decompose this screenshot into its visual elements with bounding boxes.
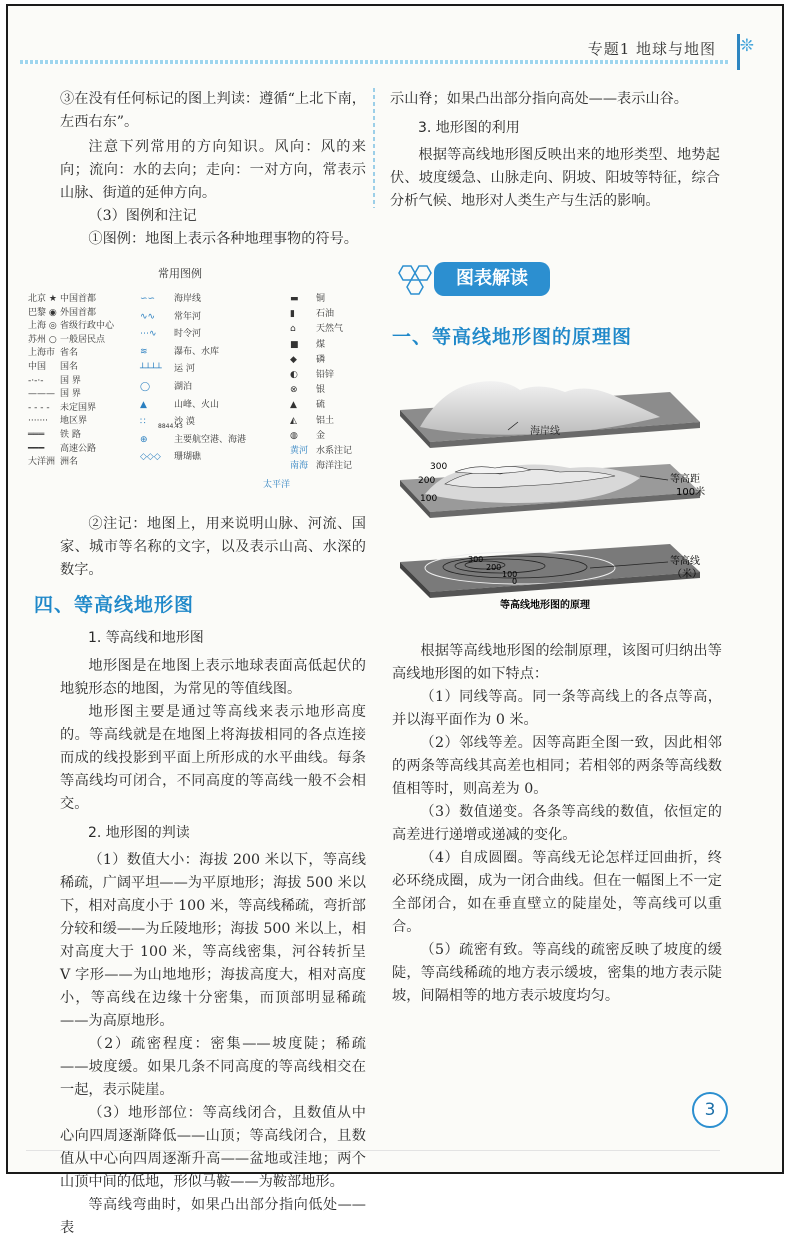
chart-reading-badge: 图表解读 bbox=[434, 262, 550, 296]
section-heading: 一、等高线地形图的原理图 bbox=[392, 326, 633, 348]
legend-item bbox=[290, 352, 325, 365]
legend-item bbox=[28, 386, 81, 399]
legend-label: 铜 bbox=[316, 294, 326, 304]
legend-symbol: ∽∽ bbox=[140, 294, 156, 304]
paragraph: （3）图例和注记 bbox=[88, 208, 197, 224]
legend-item bbox=[140, 326, 201, 339]
coastline-label: 海岸线 bbox=[530, 426, 560, 437]
left-column-bottom bbox=[34, 513, 366, 1240]
map-label-200: 200 bbox=[486, 563, 502, 572]
legend-item bbox=[140, 291, 201, 304]
chapter-title: 专题1 地球与地图 bbox=[587, 40, 716, 58]
legend-label: 省名 bbox=[60, 348, 79, 359]
snowflake-icon: ❊ bbox=[739, 36, 754, 56]
interval-value: 100米 bbox=[676, 487, 706, 498]
peak-elevation: 8844.43 bbox=[158, 423, 183, 430]
legend-label: 瀑布、水库 bbox=[174, 346, 220, 357]
legend-symbol: -·-·- bbox=[28, 375, 44, 386]
paragraph: 示山脊；如果凸出部分指向高处——表示山谷。 bbox=[390, 91, 688, 107]
contour-principle-diagram bbox=[400, 372, 706, 612]
column-separator bbox=[373, 88, 375, 208]
map-label-0: 0 bbox=[512, 577, 518, 586]
legend-symbol: ⊗ bbox=[290, 385, 298, 396]
legend-label: 高速公路 bbox=[60, 443, 97, 454]
legend-label: 水系注记 bbox=[316, 446, 353, 456]
diagram-caption: 等高线地形图的原理 bbox=[500, 600, 590, 611]
paragraph: ②注记：地图上，用来说明山脉、河流、国家、城市等名称的文字，以及表示山高、水深的数字。 bbox=[60, 516, 366, 578]
ocean-label: 太平洋 bbox=[263, 480, 291, 490]
legend-symbol: ⋯∿ bbox=[140, 329, 157, 340]
legend-item bbox=[290, 337, 325, 350]
legend-item bbox=[140, 379, 192, 392]
legend-label: 主要航空港、海港 bbox=[174, 434, 247, 445]
legend-item bbox=[290, 291, 325, 304]
page-header bbox=[0, 0, 790, 58]
legend-label: 一般居民点 bbox=[60, 334, 106, 345]
legend-symbol: ——— bbox=[28, 389, 55, 400]
legend-label: 中国首都 bbox=[60, 294, 97, 304]
contour-legend-unit: （米） bbox=[672, 569, 702, 580]
legend-symbol: 上海市 bbox=[28, 348, 56, 359]
legend-item bbox=[290, 397, 325, 410]
legend-label: 地区界 bbox=[60, 416, 88, 427]
legend-symbol: ⊕ bbox=[140, 434, 148, 445]
legend-item bbox=[28, 318, 114, 331]
legend-label: 未定国界 bbox=[60, 402, 97, 413]
paragraph: （5）疏密有致。等高线的疏密反映了坡度的缓陡，等高线稀疏的地方表示缓坡，密集的地方表示陡坡，间隔相等的地方表示坡度均匀。 bbox=[392, 942, 722, 1004]
legend-item bbox=[140, 361, 195, 374]
legend-symbol: 南海 bbox=[290, 461, 309, 472]
legend-item bbox=[290, 458, 352, 471]
paragraph: （2）疏密程度：密集——坡度陡；稀疏——坡度缓。如果几条不同高度的等高线相交在一起，表示陡崖。 bbox=[60, 1036, 366, 1098]
legend-label: 铁 路 bbox=[60, 430, 81, 440]
legend-symbol: ━━━ bbox=[28, 443, 45, 454]
legend-symbol: ◯ bbox=[140, 382, 151, 392]
legend-item bbox=[28, 441, 96, 454]
left-column-top bbox=[60, 88, 366, 251]
legend-symbol: 中国 bbox=[28, 362, 47, 372]
legend-label: 时令河 bbox=[174, 329, 202, 340]
legend-symbol: 苏州 ○ bbox=[28, 334, 57, 345]
subheading: 2. 地形图的判读 bbox=[88, 825, 190, 841]
legend-symbol: 巴黎 ◉ bbox=[28, 307, 57, 318]
section-heading: 四、等高线地形图 bbox=[34, 594, 195, 616]
legend-symbol: ∷ bbox=[140, 417, 146, 428]
legend-figure bbox=[28, 265, 364, 490]
legend-symbol: 大洋洲 bbox=[28, 457, 56, 468]
legend-symbol: ◭ bbox=[290, 415, 297, 426]
contour-label-100: 100 bbox=[420, 494, 438, 504]
subheading: 1. 等高线和地形图 bbox=[88, 630, 204, 646]
legend-symbol: - - - - bbox=[28, 402, 50, 413]
legend-label: 运 河 bbox=[174, 364, 195, 375]
legend-item bbox=[290, 306, 334, 319]
legend-item bbox=[290, 413, 334, 426]
paragraph: （4）自成圆圈。等高线无论怎样迂回曲折，终必环绕成圈，成为一闭合曲线。但在一幅图上不一定全部闭合，如在垂直壁立的陡崖处，等高线可以重合。 bbox=[392, 850, 722, 935]
paragraph: （1）同线等高。同一条等高线上的各点等高，并以海平面作为 0 米。 bbox=[392, 689, 722, 728]
legend-title: 常用图例 bbox=[158, 267, 202, 280]
contour-legend-label: 等高线 bbox=[670, 556, 700, 567]
legend-item bbox=[28, 413, 87, 426]
legend-item bbox=[140, 344, 219, 357]
map-label-100: 100 bbox=[502, 570, 518, 579]
legend-label: 石油 bbox=[316, 309, 335, 320]
legend-label: 山峰、火山 bbox=[174, 399, 220, 410]
legend-item bbox=[290, 428, 325, 441]
legend-label: 外国首都 bbox=[60, 307, 97, 318]
legend-symbol: ▮ bbox=[290, 309, 295, 320]
legend-label: 海岸线 bbox=[174, 294, 202, 304]
legend-item bbox=[28, 359, 78, 372]
legend-symbol: ◇◇◇ bbox=[140, 452, 161, 463]
paragraph: ③在没有任何标记的图上判读：遵循“上北下南，左西右东”。 bbox=[60, 91, 366, 130]
page-number: 3 bbox=[692, 1092, 728, 1128]
legend-symbol: ═══ bbox=[28, 430, 45, 440]
subheading: 3. 地形图的利用 bbox=[418, 120, 520, 136]
legend-item bbox=[140, 432, 246, 445]
legend-label: 省级行政中心 bbox=[60, 321, 115, 332]
legend-label: 金 bbox=[316, 430, 326, 441]
legend-label: 沙 漠 bbox=[174, 417, 195, 428]
paragraph: 根据等高线地形图反映出来的地形类型、地势起伏、坡度缓急、山脉走向、阴坡、阳坡等特征，综合分析气候、地形对人类生产与生活的影响。 bbox=[390, 147, 720, 209]
header-dotted-rule bbox=[20, 60, 730, 64]
legend-symbol: 黄河 bbox=[290, 446, 309, 456]
legend-symbol: ◆ bbox=[290, 354, 297, 365]
legend-item bbox=[28, 305, 96, 318]
legend-item bbox=[140, 397, 219, 410]
paragraph: ①图例：地图上表示各种地理事物的符号。 bbox=[88, 231, 358, 247]
legend-label: 湖泊 bbox=[174, 382, 193, 392]
contour-label-300: 300 bbox=[430, 462, 448, 472]
map-label-300: 300 bbox=[468, 555, 484, 564]
legend-label: 珊瑚礁 bbox=[174, 452, 202, 463]
interval-label: 等高距 bbox=[670, 474, 700, 485]
legend-label: 煤 bbox=[316, 339, 326, 350]
legend-symbol: ······· bbox=[28, 416, 49, 427]
legend-symbol: ◍ bbox=[290, 430, 298, 441]
paragraph: 等高线弯曲时，如果凸出部分指向低处——表 bbox=[60, 1197, 366, 1236]
legend-symbol: ◐ bbox=[290, 370, 298, 380]
legend-label: 银 bbox=[316, 385, 326, 396]
legend-label: 国 界 bbox=[60, 375, 81, 386]
legend-label: 铝土 bbox=[316, 415, 335, 426]
legend-item bbox=[140, 449, 201, 462]
paragraph: （3）地形部位：等高线闭合，且数值从中心向四周逐渐降低——山顶；等高线闭合，且数值从中心向四周逐渐升高——盆地或洼地；两个山顶中间的低地，形似马鞍——为鞍部地形。 bbox=[60, 1105, 366, 1190]
contour-label-200: 200 bbox=[418, 476, 436, 486]
footer-rule bbox=[26, 1150, 720, 1151]
legend-symbol: 北京 ★ bbox=[28, 294, 57, 304]
paragraph: 注意下列常用的方向知识。风向：风的来向；流向：水的去向；走向：一对方向，常表示山脉、街道的延伸方向。 bbox=[60, 139, 366, 201]
legend-symbol: ∿∿ bbox=[140, 311, 156, 322]
legend-item bbox=[290, 367, 334, 380]
legend-item bbox=[28, 373, 81, 386]
right-column-bottom bbox=[392, 640, 722, 1008]
legend-label: 铅锌 bbox=[316, 370, 335, 380]
paragraph: 地形图主要是通过等高线来表示地形高度的。等高线就是在地图上将海拔相同的各点连接而成的线投影到平面上所形成的水平曲线。每条等高线均可闭合，不同高度的等高线一般不会相交。 bbox=[60, 704, 366, 812]
legend-item bbox=[140, 309, 201, 322]
right-section-heading bbox=[392, 326, 722, 349]
paragraph: （2）邻线等差。因等高距全图一致，因此相邻的两条等高线其高差也相同；若相邻的两条等高线数值相等时，则高差为 0。 bbox=[392, 735, 722, 797]
legend-label: 常年河 bbox=[174, 311, 202, 322]
right-column-top bbox=[390, 88, 720, 213]
legend-label: 硫 bbox=[316, 400, 326, 411]
legend-item bbox=[290, 443, 352, 456]
paragraph: （1）数值大小：海拔 200 米以下，等高线稀疏，广阔平坦——为平原地形；海拔 500 米以下，相对高度小于 100 米，等高线稀疏，弯折部分较和缓——为丘陵地形；海拔 500 米以上，相对高度大于 100 米，等高线密集，河谷转折呈 V 字形——为山地地形；海拔高度大，相对高度小，等高线在边缘十分密集，而顶部明显稀疏——为高原地形。 bbox=[60, 852, 366, 1029]
legend-item bbox=[28, 400, 96, 413]
legend-label: 海洋注记 bbox=[316, 461, 353, 472]
legend-symbol: ⌂ bbox=[290, 324, 296, 335]
legend-label: 洲名 bbox=[60, 457, 79, 468]
legend-label: 国 界 bbox=[60, 389, 81, 400]
legend-item bbox=[28, 427, 81, 440]
legend-symbol: ▲ bbox=[140, 399, 147, 410]
legend-label: 国名 bbox=[60, 362, 79, 372]
legend-symbol: ┴┴┴┴ bbox=[140, 364, 162, 375]
legend-label: 磷 bbox=[316, 354, 326, 365]
legend-item bbox=[28, 454, 78, 467]
legend-symbol: ≋ bbox=[140, 346, 148, 357]
paragraph: 地形图是在地图上表示地球表面高低起伏的地貌形态的地图，为常见的等值线图。 bbox=[60, 658, 366, 697]
legend-symbol: ▬ bbox=[290, 294, 299, 304]
paragraph: （3）数值递变。各条等高线的数值，依恒定的高差进行递增或递减的变化。 bbox=[392, 804, 722, 843]
legend-symbol: ▲ bbox=[290, 400, 297, 411]
hexagon-icon bbox=[393, 264, 437, 298]
legend-symbol: ■ bbox=[290, 339, 299, 350]
legend-item bbox=[28, 345, 78, 358]
legend-item bbox=[28, 332, 105, 345]
legend-item bbox=[290, 321, 343, 334]
legend-item bbox=[290, 382, 325, 395]
legend-symbol: 上海 ◎ bbox=[28, 321, 57, 332]
legend-label: 天然气 bbox=[316, 324, 344, 335]
paragraph: 根据等高线地形图的绘制原理，该图可归纳出等高线地形图的如下特点： bbox=[392, 643, 722, 682]
legend-item bbox=[28, 291, 96, 304]
